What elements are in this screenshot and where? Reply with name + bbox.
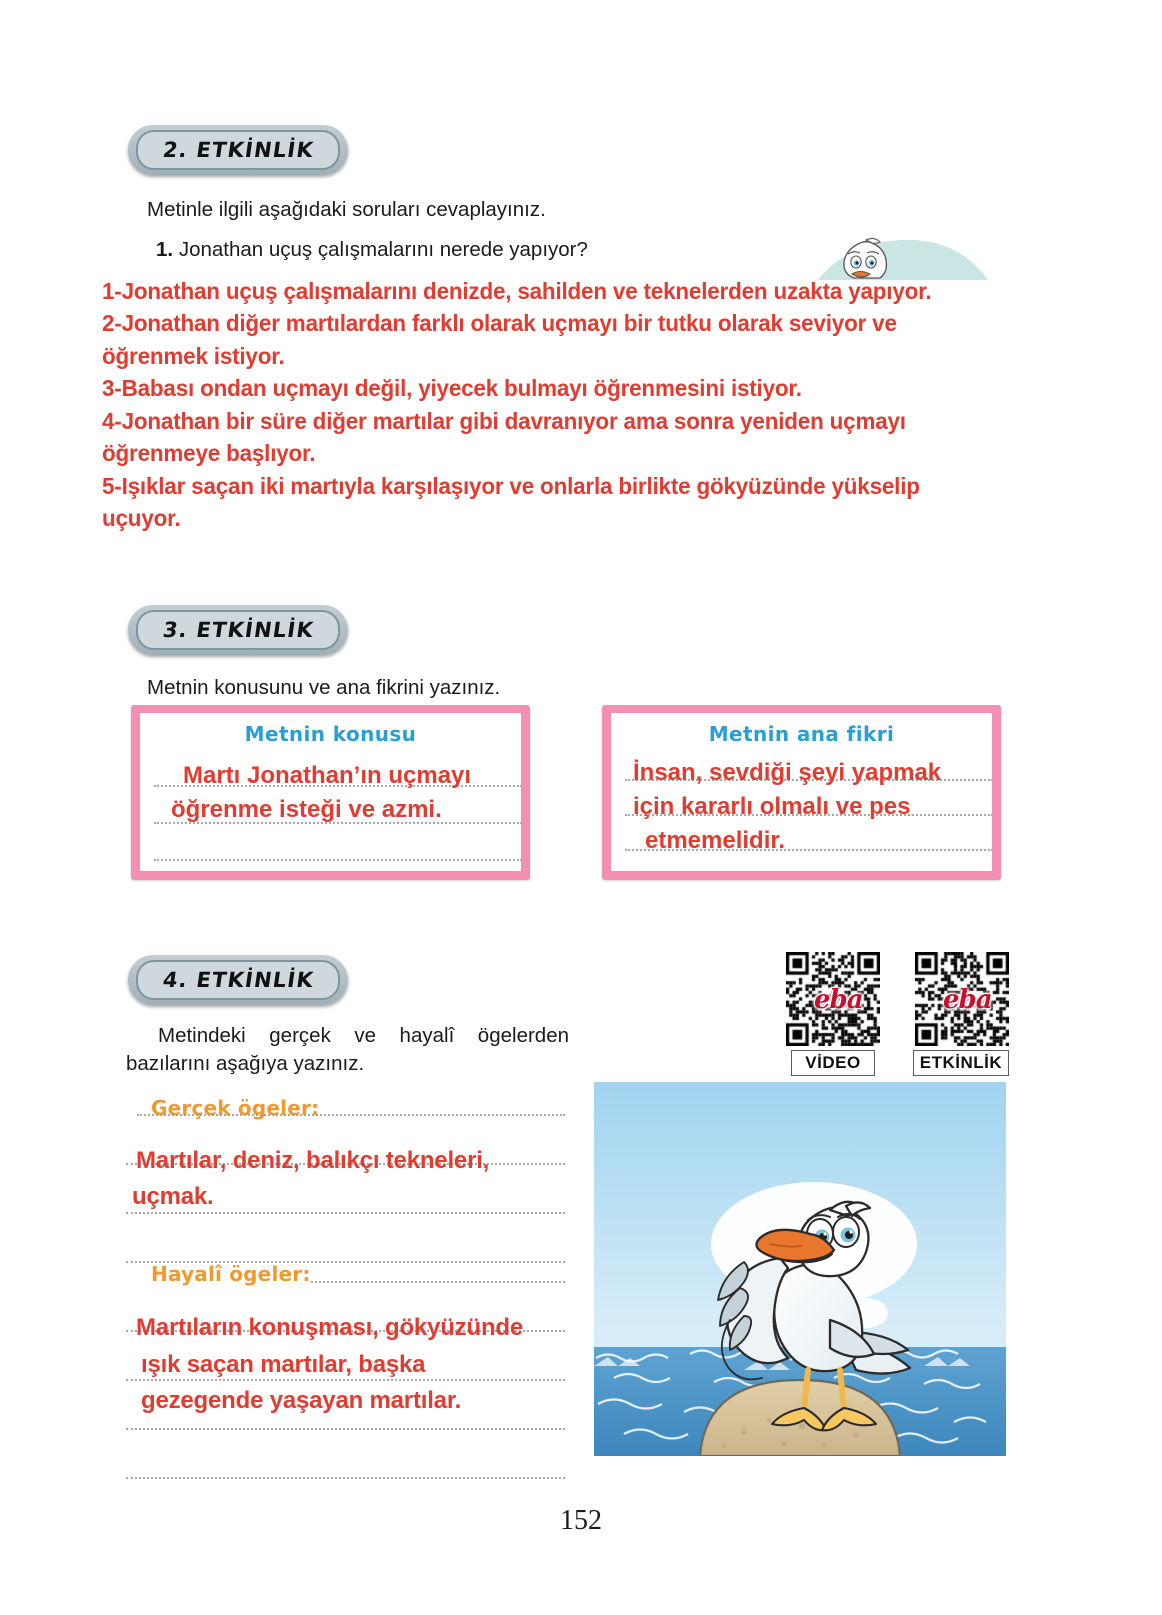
pill-inner (136, 130, 340, 170)
anafikir-box-answer (633, 756, 992, 858)
answer-line: öğrenmek istiyor. (102, 342, 285, 369)
question-number: 1. (156, 238, 174, 261)
eba-logo-text: eba (943, 985, 992, 1015)
answer-line: ışık saçan martılar, başka (141, 1350, 426, 1378)
writing-line (154, 859, 521, 861)
qr-label-etkinlik: ETKİNLİK (913, 1050, 1009, 1076)
pill-inner (136, 610, 340, 650)
answer-line: İnsan, sevdiği şeyi yapmak (633, 759, 942, 786)
seagull-peek-decoration-icon (818, 234, 988, 280)
konu-box-inner (140, 713, 521, 871)
pill-outer (128, 125, 348, 175)
activity-3-instruction: Metnin konusunu ve ana fikrini yazınız. (147, 676, 501, 699)
imaginary-elements-answer (136, 1310, 606, 1420)
answer-line: uçmak. (132, 1183, 214, 1210)
seagull-illustration (594, 1082, 1006, 1456)
writing-line (126, 1428, 565, 1430)
konu-box-title: Metnin konusu (244, 722, 417, 746)
real-elements-answer (132, 1143, 596, 1215)
answer-line: 3-Babası ondan uçmayı değil, yiyecek bulmayı öğrenmesini istiyor. (102, 375, 802, 402)
activity-4-instruction: Metindeki gerçek ve hayalî ögelerden bazılarını aşağıya yazınız. (126, 1024, 569, 1075)
answer-line: Martıların konuşması, gökyüzünde (136, 1314, 524, 1341)
pill-outer (128, 955, 348, 1005)
answer-line: 1-Jonathan uçuş çalışmalarını denizde, sahilden ve teknelerden uzakta yapıyor. (102, 278, 932, 304)
activity-2-label: 2. ETKİNLİK (160, 138, 316, 162)
answer-line: 4-Jonathan bir süre diğer martılar gibi davranıyor ama sonra yeniden uçmayı (102, 407, 906, 434)
activity-2-instruction: Metinle ilgili aşağıdaki soruları cevaplayınız. (147, 198, 546, 221)
pill-inner (136, 960, 340, 1000)
answer-line: 2-Jonathan diğer martılardan farklı olarak uçmayı bir tutku olarak seviyor ve (102, 310, 897, 337)
qr-label-video: VİDEO (791, 1050, 875, 1076)
answer-line: öğrenme isteği ve azmi. (171, 796, 442, 824)
pill-outer (128, 605, 348, 655)
answer-line: için kararlı olmalı ve pes (633, 793, 911, 821)
answer-line: Martılar, deniz, balıkçı tekneleri, (136, 1147, 490, 1174)
activity-3-pill (128, 605, 348, 655)
anafikir-box (602, 705, 1001, 880)
writing-line (311, 1281, 565, 1283)
answer-line: gezegende yaşayan martılar. (141, 1387, 462, 1415)
question-text: Jonathan uçuş çalışmalarını nerede yapıyor? (178, 238, 588, 261)
answer-line: Martı Jonathan’ın uçmayı (183, 762, 472, 789)
activity-2-answers (102, 275, 1057, 534)
answer-line: uçuyor. (102, 504, 181, 531)
activity-3-label: 3. ETKİNLİK (160, 618, 316, 642)
answer-line: 5-Işıklar saçan iki martıyla karşılaşıyor ve onlarla birlikte gökyüzünde yükselip (102, 472, 920, 499)
activity-4-pill (128, 955, 348, 1005)
imaginary-elements-label: Hayalî ögeler: (151, 1262, 311, 1286)
real-elements-label: Gerçek ögeler: (151, 1096, 320, 1120)
answer-line: etmemelidir. (645, 827, 786, 855)
answer-line: öğrenmeye başlıyor. (102, 440, 316, 467)
qr-code-video[interactable] (786, 952, 880, 1046)
activity-2-pill (128, 125, 348, 175)
page-number: 152 (560, 1505, 602, 1536)
activity-4-label: 4. ETKİNLİK (160, 968, 316, 992)
eba-logo-text: eba (814, 985, 863, 1015)
writing-line (126, 1477, 565, 1479)
anafikir-box-title: Metnin ana fikri (708, 722, 895, 746)
anafikir-box-inner (611, 713, 992, 871)
qr-code-etkinlik[interactable] (915, 952, 1009, 1046)
konu-box (131, 705, 530, 880)
writing-line (137, 1114, 565, 1116)
konu-box-answer (171, 759, 521, 827)
